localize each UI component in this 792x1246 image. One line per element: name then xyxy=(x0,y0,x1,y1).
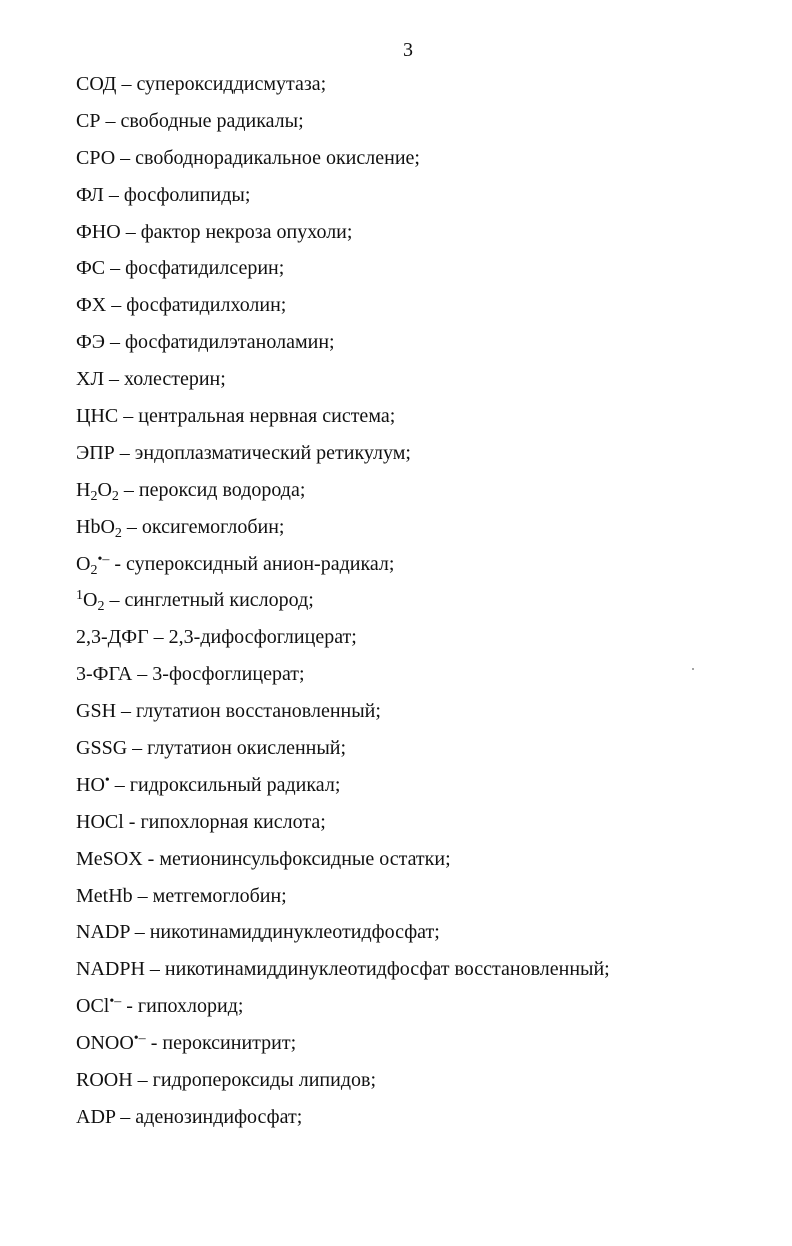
abbr-term: СРО xyxy=(76,146,116,169)
abbr-sep: - xyxy=(123,810,141,833)
list-item xyxy=(76,324,610,361)
abbr-definition: гипохлорид; xyxy=(137,995,244,1018)
list-item xyxy=(76,804,610,841)
abbr-sep: – xyxy=(129,921,150,944)
abbr-definition: пероксинитрит; xyxy=(162,1032,297,1055)
abbr-sep: – xyxy=(115,1105,136,1128)
abbr-definition: центральная нервная система; xyxy=(138,405,396,428)
abbr-definition: супероксиддисмутаза; xyxy=(136,73,327,95)
list-item xyxy=(76,582,610,619)
abbr-definition: синглетный кислород; xyxy=(124,589,314,612)
abbr-term: ROOH xyxy=(76,1069,133,1092)
list-item xyxy=(76,398,610,435)
abbr-term: 2,3-ДФГ xyxy=(76,626,149,649)
abbr-definition: фосфатидилхолин; xyxy=(126,294,287,317)
list-item xyxy=(76,361,610,398)
abbr-sep: – xyxy=(118,478,139,501)
list-item xyxy=(76,103,610,140)
abbr-definition: никотинамиддинуклеотидфосфат восстановленный; xyxy=(164,958,610,981)
abbr-term: ONOO•– xyxy=(76,1031,146,1055)
abbr-term: СОД xyxy=(76,73,117,95)
abbr-sep: – xyxy=(148,626,169,649)
abbr-term: NADPH xyxy=(76,958,145,981)
list-item xyxy=(76,767,610,804)
abbr-sep: - xyxy=(121,995,138,1018)
abbr-sep: – xyxy=(120,220,141,243)
abbr-definition: глутатион окисленный; xyxy=(147,737,347,760)
abbr-term: ФЭ xyxy=(76,331,106,354)
abbr-term: ЦНС xyxy=(76,405,119,428)
list-item xyxy=(76,988,610,1025)
abbr-sep: – xyxy=(121,515,142,538)
abbr-term: GSH xyxy=(76,700,117,723)
list-item xyxy=(76,472,610,509)
abbr-sep: – xyxy=(109,773,130,796)
list-item xyxy=(76,841,610,878)
abbr-term: MetHb xyxy=(76,884,133,907)
list-item xyxy=(76,287,610,324)
abbr-sep: – xyxy=(132,663,153,686)
abbr-definition: фосфатидилэтаноламин; xyxy=(125,331,335,354)
abbr-sep: – xyxy=(105,331,126,354)
abbr-definition: гипохлорная кислота; xyxy=(140,810,326,833)
list-item xyxy=(76,951,610,988)
abbr-sep: – xyxy=(116,700,137,723)
list-item xyxy=(76,1025,610,1062)
abbr-definition: оксигемоглобин; xyxy=(141,515,285,538)
abbr-sep: – xyxy=(132,1069,153,1092)
list-item xyxy=(76,66,610,103)
abbr-term: MeSOX xyxy=(76,847,143,870)
abbr-definition: аденозиндифосфат; xyxy=(135,1105,303,1128)
list-item xyxy=(76,693,610,730)
abbr-sep: - xyxy=(145,1032,163,1055)
abbr-definition: гидроксильный радикал; xyxy=(129,773,341,796)
abbr-term: ЭПР xyxy=(76,441,115,464)
scan-speck xyxy=(692,668,694,670)
abbr-term: ФХ xyxy=(76,294,107,317)
abbr-definition: гидропероксиды липидов; xyxy=(152,1069,377,1092)
abbr-term: NADP xyxy=(76,921,130,944)
abbr-definition: пероксид водорода; xyxy=(138,478,306,501)
abbr-term: GSSG xyxy=(76,737,128,760)
list-item xyxy=(76,546,610,583)
abbr-definition: 3-фосфоглицерат; xyxy=(152,663,305,686)
abbr-term: ФС xyxy=(76,257,106,280)
abbr-definition: супероксидный анион-радикал; xyxy=(126,552,395,575)
abbr-definition: фосфатидилсерин; xyxy=(125,257,285,280)
abbr-term: $^1O_2$ xyxy=(76,588,105,615)
abbr-sep: – xyxy=(127,737,148,760)
list-item xyxy=(76,140,610,177)
abbr-sep: – xyxy=(118,405,139,428)
abbr-term: ХЛ xyxy=(76,368,105,391)
list-item xyxy=(76,509,610,546)
abbr-sep: – xyxy=(104,368,125,391)
abbr-definition: фактор некроза опухоли; xyxy=(140,220,353,243)
abbr-sep: – xyxy=(106,294,127,317)
list-item xyxy=(76,1099,610,1136)
list-item xyxy=(76,250,610,287)
abbr-definition: глутатион восстановленный; xyxy=(136,700,381,723)
abbr-definition: свободные радикалы; xyxy=(120,109,304,132)
abbr-definition: фосфолипиды; xyxy=(123,183,251,206)
abbr-sep: – xyxy=(103,183,124,206)
abbr-sep: – xyxy=(116,73,137,95)
abbr-sep: - xyxy=(142,847,160,870)
list-item xyxy=(76,878,610,915)
abbr-term: ADP xyxy=(76,1105,116,1128)
page-number: 3 xyxy=(403,39,413,61)
list-item xyxy=(76,1062,610,1099)
list-item xyxy=(76,619,610,656)
abbr-term: OCl•– xyxy=(76,994,122,1018)
abbr-sep: – xyxy=(115,146,136,169)
abbr-sep: – xyxy=(104,589,125,612)
abbr-term: 3-ФГА xyxy=(76,663,133,686)
abbr-definition: метионинсульфоксидные остатки; xyxy=(159,847,451,870)
abbr-term: $H_2O_2$ xyxy=(76,478,119,504)
abbr-term: СР xyxy=(76,109,101,132)
list-item xyxy=(76,177,610,214)
abbr-definition: холестерин; xyxy=(124,368,226,391)
abbr-term: $O_2^{•-}$ xyxy=(76,551,110,578)
list-item xyxy=(76,914,610,951)
abbr-sep: – xyxy=(144,958,165,981)
abbr-sep: – xyxy=(100,109,121,132)
abbreviation-list xyxy=(76,66,610,1136)
abbr-term: ФЛ xyxy=(76,183,104,206)
abbr-term: HO• xyxy=(76,772,110,796)
abbr-sep: – xyxy=(132,884,153,907)
abbr-definition: никотинамиддинуклеотидфосфат; xyxy=(149,921,440,944)
list-item xyxy=(76,656,610,693)
abbr-sep: - xyxy=(109,552,127,575)
abbr-sep: – xyxy=(114,441,135,464)
list-item xyxy=(76,730,610,767)
abbr-term: HOCl xyxy=(76,810,124,833)
abbr-definition: эндоплазматический ретикулум; xyxy=(134,441,411,464)
abbr-definition: 2,3-дифосфоглицерат; xyxy=(168,626,357,649)
abbr-term: ФНО xyxy=(76,220,121,243)
abbr-definition: свободнорадикальное окисление; xyxy=(135,146,420,169)
list-item xyxy=(76,435,610,472)
abbr-sep: – xyxy=(105,257,126,280)
abbr-term: HbO$_2$ xyxy=(76,515,122,541)
list-item xyxy=(76,214,610,251)
abbr-definition: метгемоглобин; xyxy=(152,884,287,907)
